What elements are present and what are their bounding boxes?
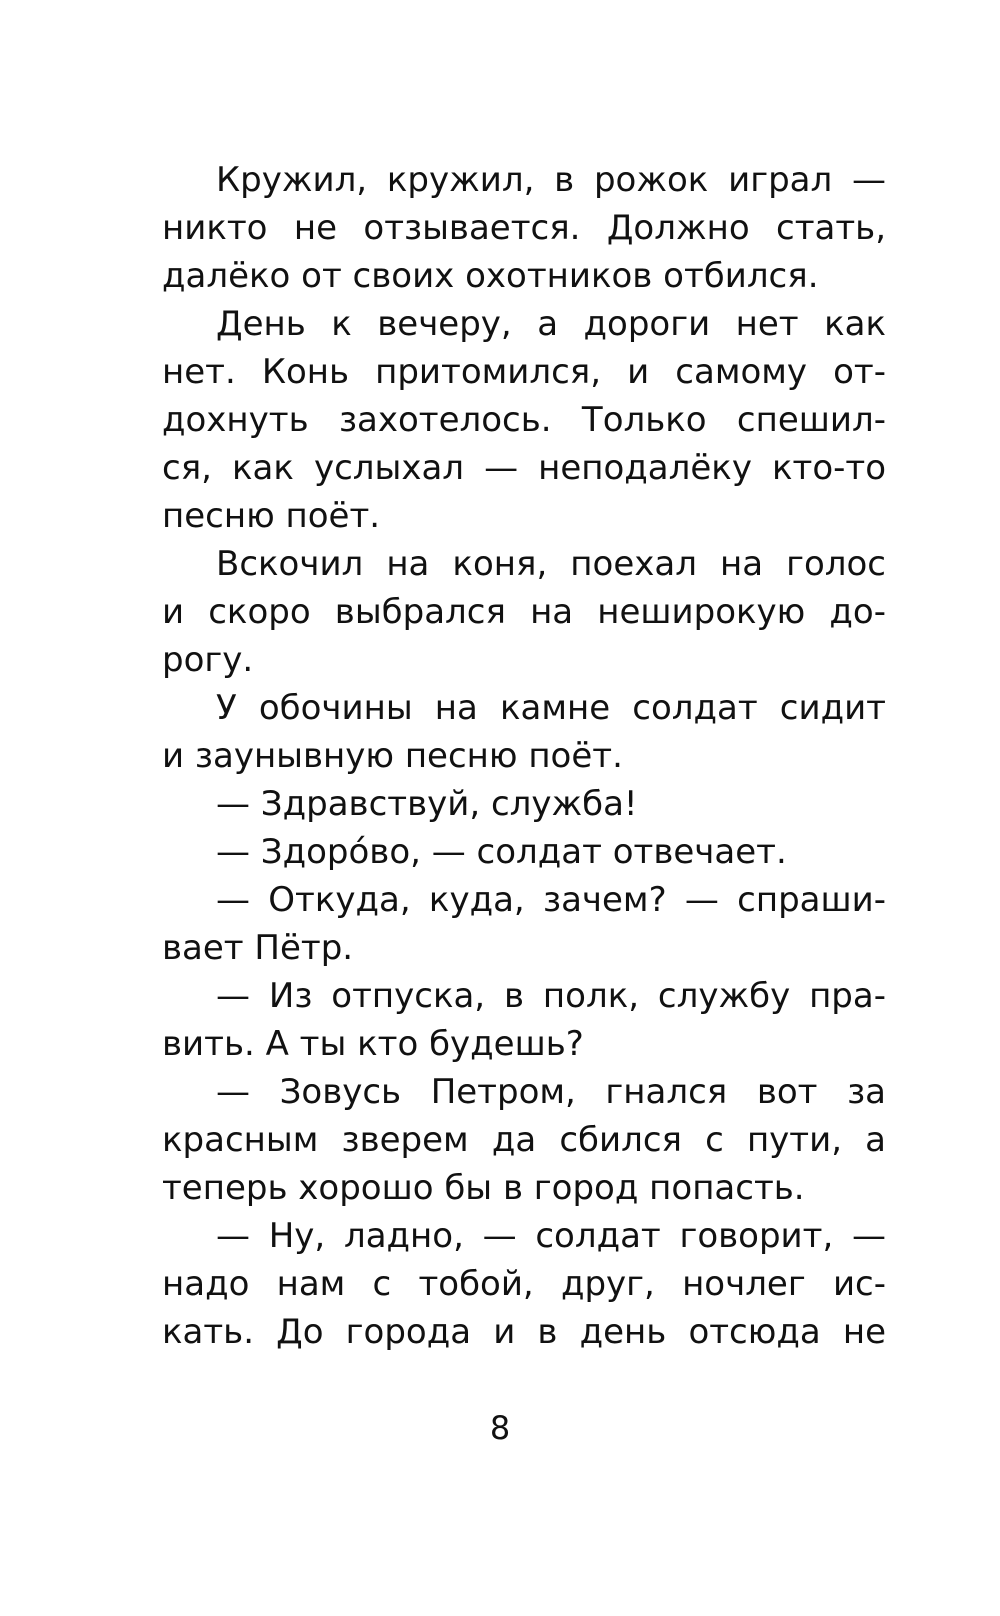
- text-line: — Ну, ладно, — солдат говорит, —: [216, 1216, 886, 1256]
- text-line: День к вечеру, а дороги нет как: [216, 304, 886, 344]
- page-number: 8: [489, 1409, 511, 1447]
- text-line: Вскочил на коня, поехал на голос: [216, 544, 886, 584]
- text-line: никто не отзывается. Должно стать,: [162, 208, 886, 248]
- text-line: нет. Конь притомился, и самому от-: [162, 352, 886, 392]
- text-line: ся, как услыхал — неподалёку кто-то: [162, 448, 886, 488]
- text-line: Кружил, кружил, в рожок играл —: [216, 160, 886, 200]
- page-text: [162, 156, 886, 1356]
- text-line: — Зовусь Петром, гнался вот за: [216, 1072, 886, 1112]
- text-line: красным зверем да сбился с пути, а: [162, 1120, 886, 1160]
- text-line: и заунывную песню поёт.: [162, 736, 623, 776]
- text-line: кать. До города и в день отсюда не: [162, 1312, 886, 1352]
- text-line: — Здравствуй, служба!: [216, 784, 638, 824]
- text-line: У обочины на камне солдат сидит: [216, 688, 886, 728]
- text-line: — Здоро́во, — солдат отвечает.: [216, 832, 787, 872]
- text-line: далёко от своих охотников отбился.: [162, 256, 819, 296]
- text-line: рогу.: [162, 640, 254, 680]
- text-line: вить. А ты кто будешь?: [162, 1024, 584, 1064]
- text-line: надо нам с тобой, друг, ночлег ис-: [162, 1264, 886, 1304]
- text-line: теперь хорошо бы в город попасть.: [162, 1168, 805, 1208]
- text-line: — Из отпуска, в полк, службу пра-: [216, 976, 886, 1016]
- text-line: и скоро выбрался на неширокую до-: [162, 592, 886, 632]
- text-line: — Откуда, куда, зачем? — спраши-: [216, 880, 886, 920]
- text-line: песню поёт.: [162, 496, 381, 536]
- text-line: вает Пётр.: [162, 928, 354, 968]
- text-line: дохнуть захотелось. Только спешил-: [162, 400, 886, 440]
